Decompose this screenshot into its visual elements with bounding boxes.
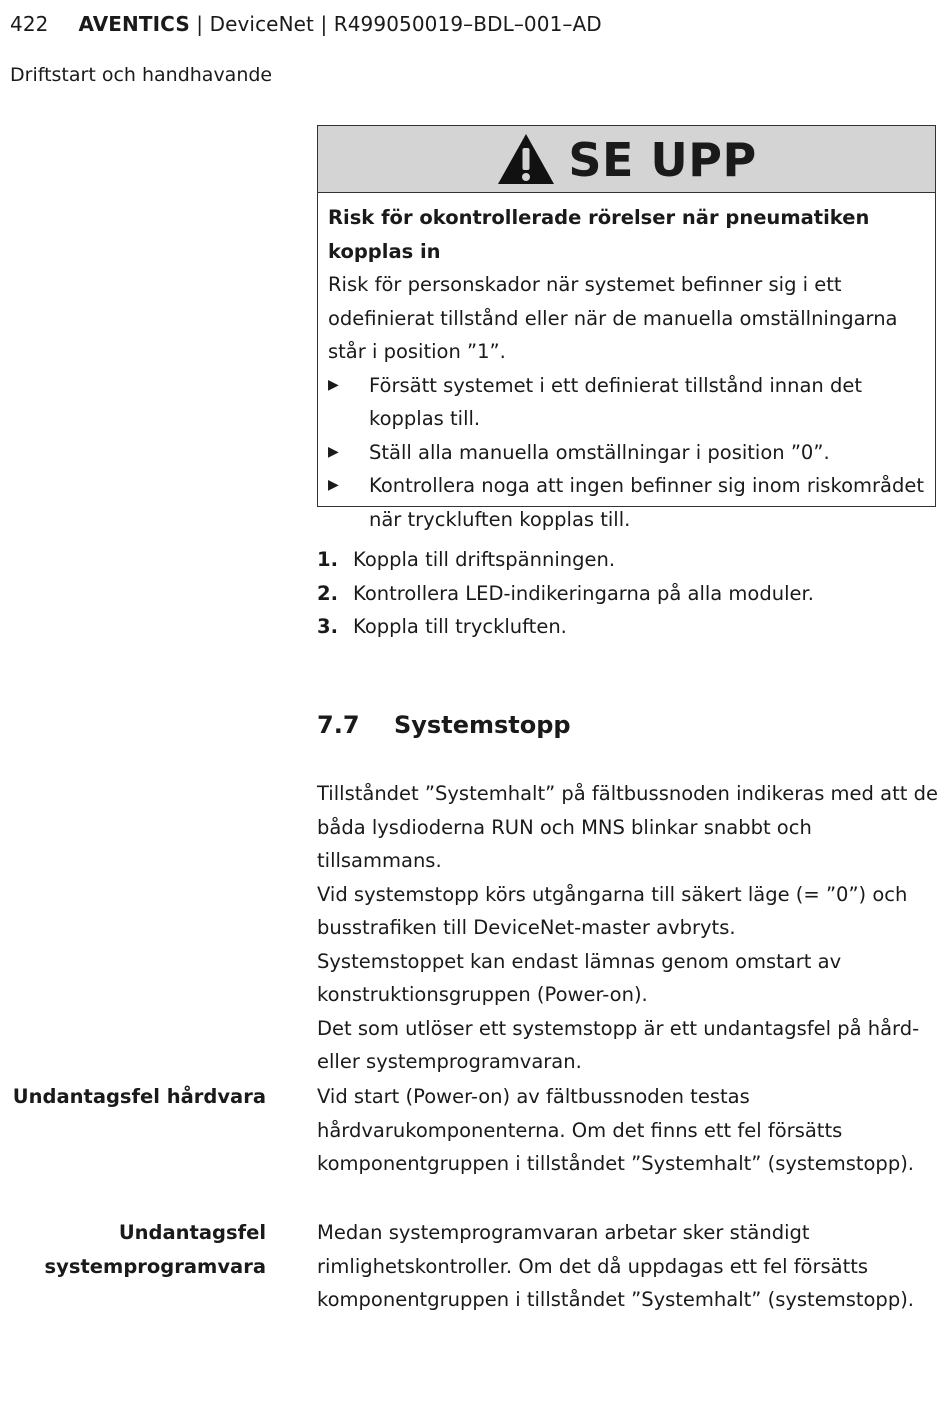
label-line: Undantagsfel hårdvara <box>12 1085 266 1108</box>
step-text: Kontrollera LED-indikeringarna på alla moduler. <box>353 581 814 605</box>
chapter-title: Driftstart och handhavande <box>10 64 273 86</box>
paragraph-line: Medan systemprogramvaran arbetar sker ständigt <box>317 1221 810 1244</box>
brand-name: AVENTICS <box>78 12 190 36</box>
paragraph-line: komponentgruppen i tillståndet ”Systemhalt” (systemstopp). <box>317 1288 914 1311</box>
paragraph-line: Tillståndet ”Systemhalt” på fältbussnoden indikeras med att de <box>317 782 938 805</box>
step-item <box>317 543 814 577</box>
step-item <box>317 577 814 611</box>
paragraph-line: Systemstoppet kan endast lämnas genom omstart av <box>317 949 842 973</box>
page-number: 422 <box>10 12 49 36</box>
warning-line: odefinierat tillstånd eller när de manuella omställningarna <box>328 306 898 330</box>
bullet-arrow-icon: ▶ <box>328 477 339 493</box>
warning-heading: SE UPP <box>568 133 757 187</box>
label-line: systemprogramvara <box>44 1255 266 1278</box>
paragraph-line: båda lysdioderna RUN och MNS blinkar snabbt och tillsammans. <box>317 815 812 872</box>
document-id: | DeviceNet | R499050019–BDL–001–AD <box>189 12 602 36</box>
step-item <box>317 610 814 644</box>
paragraph-line: rimlighetskontroller. Om det då uppdagas ett fel försätts <box>317 1254 869 1278</box>
page-header <box>10 12 602 36</box>
paragraph-line: Det som utlöser ett systemstopp är ett undantagsfel på hård- <box>317 1016 920 1040</box>
paragraph-line: hårdvarukomponenterna. Om det finns ett fel försätts <box>317 1118 843 1142</box>
bullet-line: Ställ alla manuella omställningar i position ”0”. <box>369 440 830 464</box>
bullet-line: när tryckluften kopplas till. <box>369 507 631 531</box>
software-fault-label <box>45 1216 266 1284</box>
bullet-arrow-icon: ▶ <box>328 376 339 393</box>
paragraph-line: komponentgruppen i tillståndet ”Systemhalt” (systemstopp). <box>317 1152 914 1175</box>
hardware-fault-label <box>13 1080 266 1114</box>
warning-title: Risk för okontrollerade rörelser när pneumatiken kopplas in <box>328 206 870 263</box>
hardware-fault-paragraph <box>317 1080 942 1181</box>
intro-paragraph <box>317 777 942 1079</box>
section-heading <box>317 711 571 739</box>
warning-bullet <box>328 436 925 470</box>
warning-header <box>318 126 935 193</box>
warning-bullet <box>328 369 925 436</box>
paragraph-line: busstrafiken till DeviceNet-master avbryts. <box>317 916 736 939</box>
paragraph-line: konstruktionsgruppen (Power-on). <box>317 983 648 1006</box>
step-text: Koppla till tryckluften. <box>353 615 567 638</box>
warning-bullet <box>328 469 925 536</box>
bullet-arrow-icon: ▶ <box>328 443 339 460</box>
section-title: Systemstopp <box>394 711 571 739</box>
software-fault-paragraph <box>317 1216 942 1317</box>
paragraph-line: Vid systemstopp körs utgångarna till säkert läge (= ”0”) och <box>317 882 908 906</box>
label-line: Undantagsfel <box>118 1221 266 1244</box>
warning-triangle-icon <box>496 132 556 186</box>
paragraph-line: eller systemprogramvaran. <box>317 1050 582 1073</box>
step-list <box>317 543 814 644</box>
step-number: 1. <box>317 548 338 571</box>
warning-body <box>318 193 935 536</box>
warning-line: står i position ”1”. <box>328 340 506 363</box>
paragraph-line: Vid start (Power-on) av fältbussnoden testas <box>317 1085 750 1108</box>
bullet-line: kopplas till. <box>369 407 481 430</box>
bullet-line: Försätt systemet i ett definierat tillstånd innan det <box>369 373 863 397</box>
bullet-line: Kontrollera noga att ingen befinner sig inom riskområdet <box>369 474 924 497</box>
step-number: 2. <box>317 581 338 605</box>
warning-box <box>317 125 936 531</box>
warning-line: Risk för personskador när systemet befinner sig i ett <box>328 273 842 296</box>
step-number: 3. <box>317 615 338 638</box>
step-text: Koppla till driftspänningen. <box>353 548 616 571</box>
section-number: 7.7 <box>317 711 360 739</box>
